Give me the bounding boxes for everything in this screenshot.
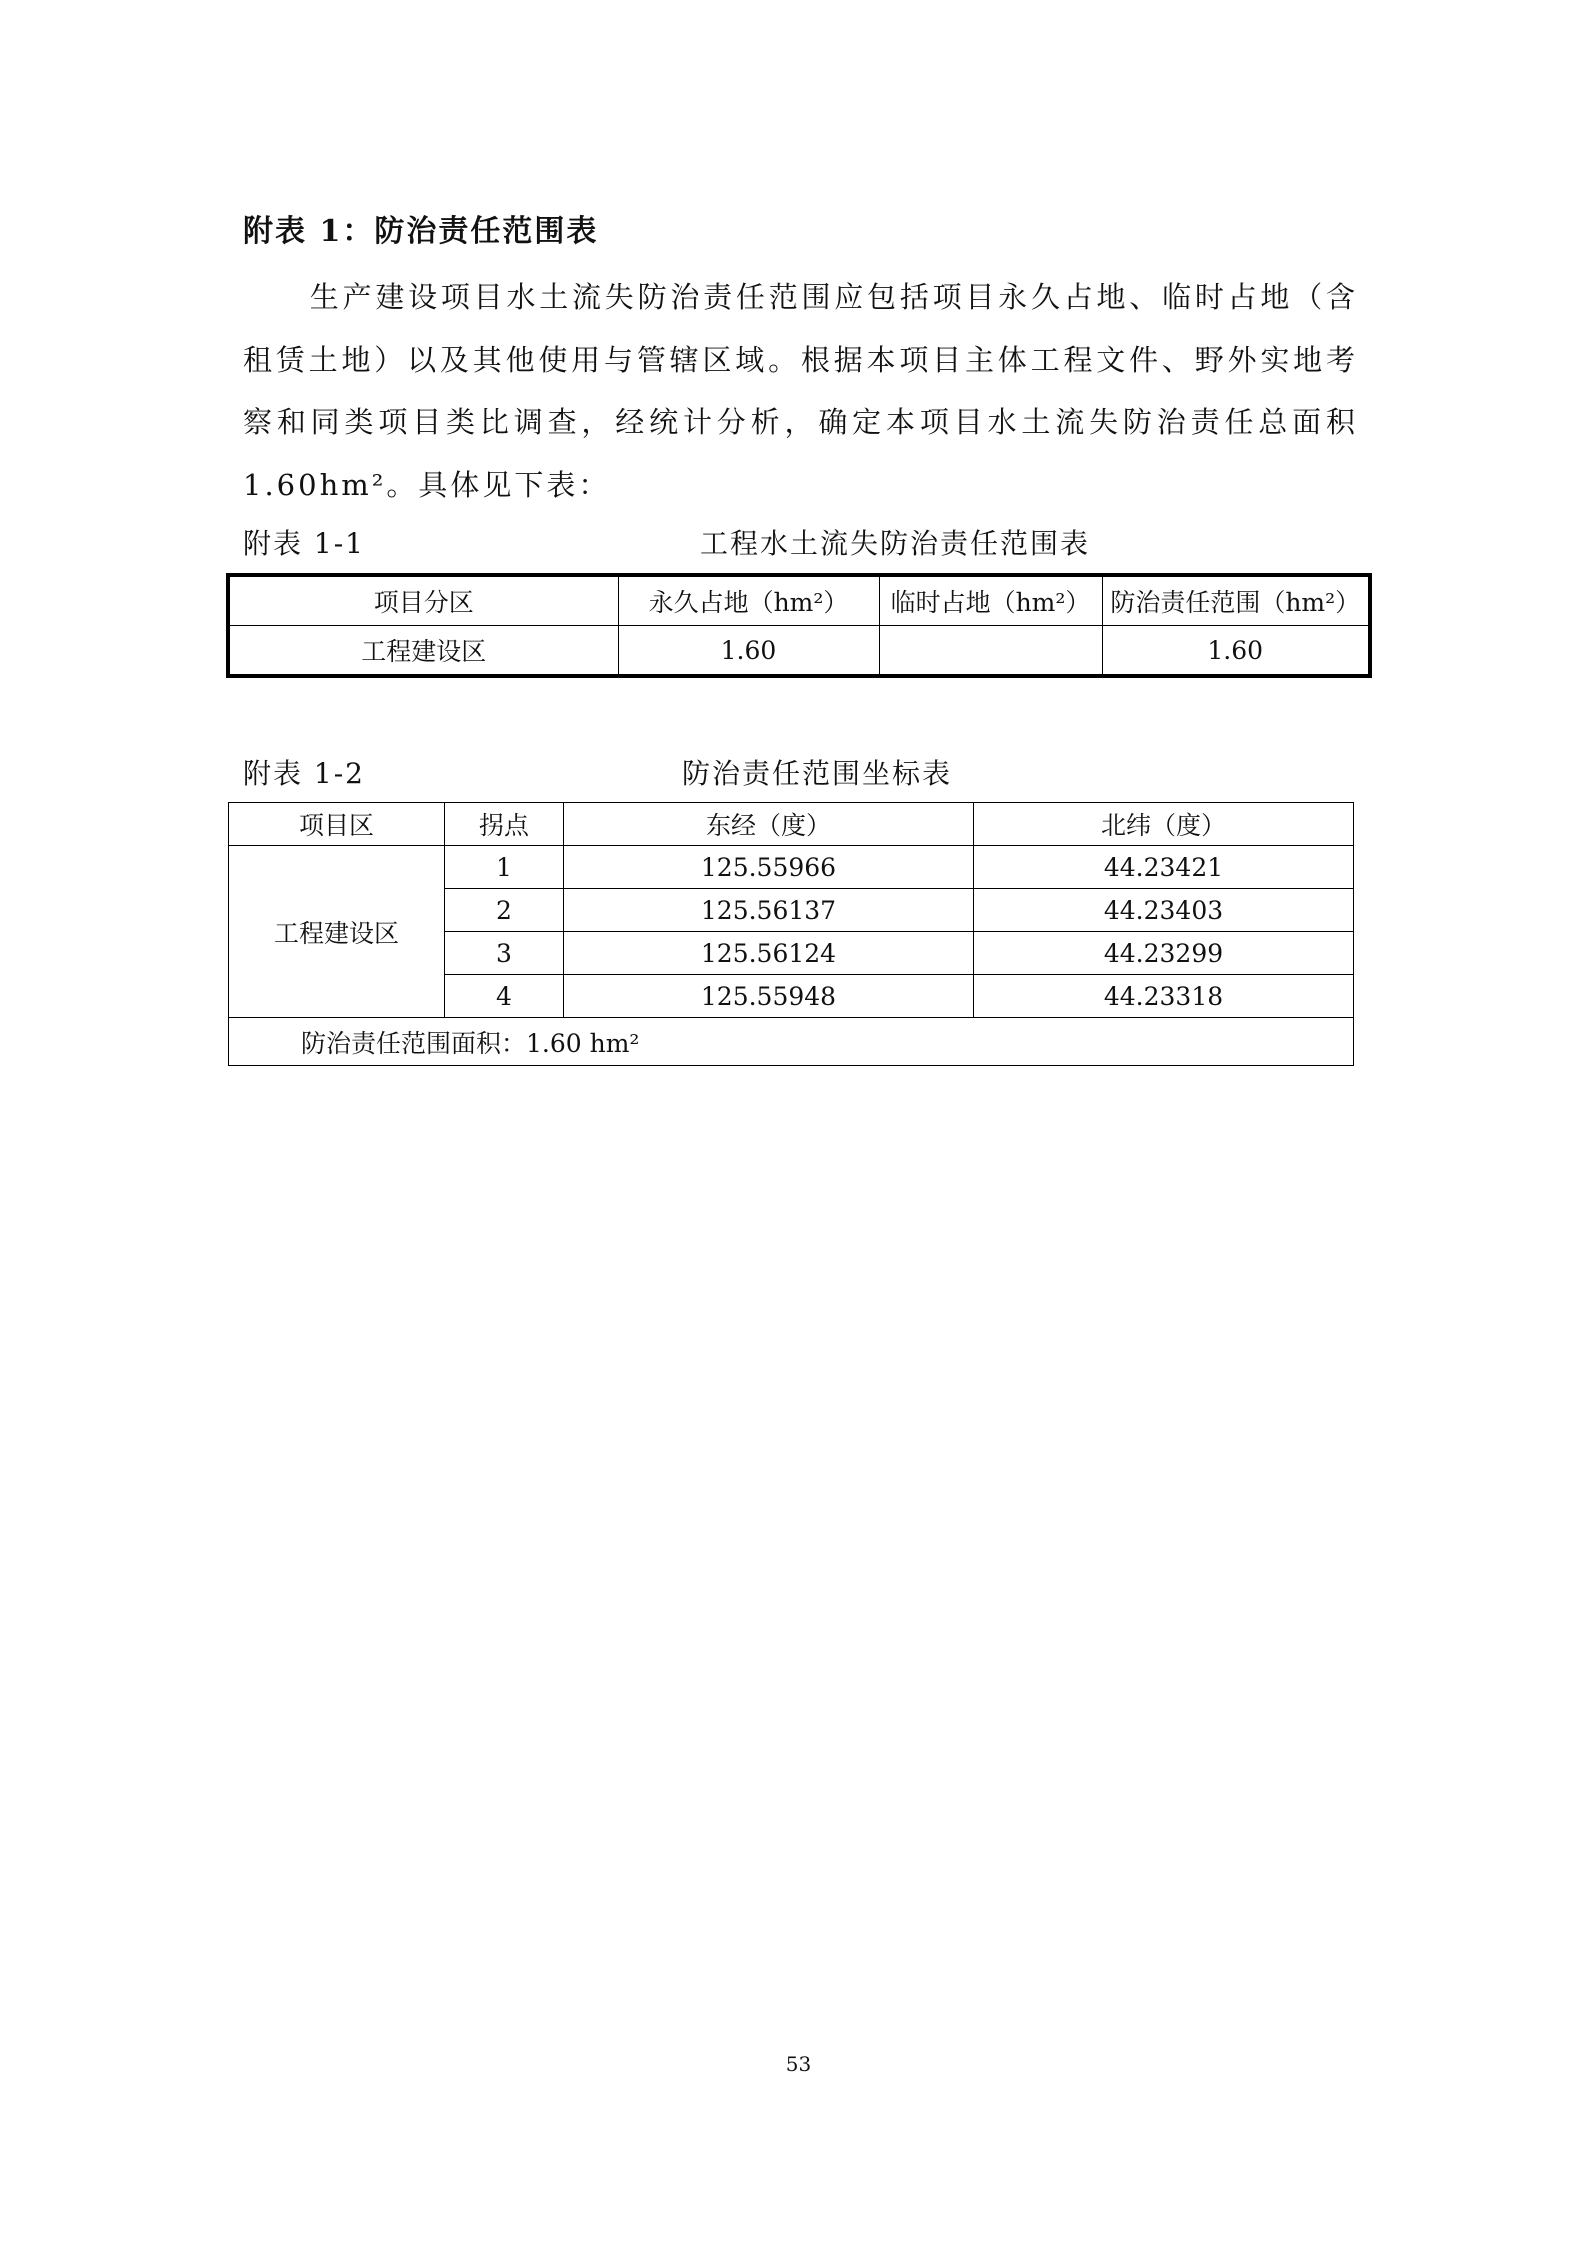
- table-header-row: [229, 803, 1354, 846]
- page-number: 53: [785, 2052, 812, 2076]
- longitude-cell: 125.55948: [564, 975, 974, 1018]
- table2-label: 附表 1-2: [243, 757, 365, 790]
- area-cell: 防治责任范围面积：1.60 hm²: [229, 1018, 1354, 1066]
- latitude-cell: 44.23318: [974, 975, 1354, 1018]
- point-cell: 3: [445, 932, 564, 975]
- header-cell: 项目区: [229, 803, 445, 846]
- header-cell: 项目分区: [228, 575, 618, 626]
- point-cell: 1: [445, 846, 564, 889]
- longitude-cell: 125.56137: [564, 889, 974, 932]
- coordinate-table: [228, 802, 1354, 1066]
- header-cell: 防治责任范围（hm²）: [1102, 575, 1370, 626]
- header-cell: 东经（度）: [564, 803, 974, 846]
- table1-title: 工程水土流失防治责任范围表: [700, 527, 1091, 560]
- paragraph-text: 生产建设项目水土流失防治责任范围应包括项目永久占地、临时占地（含租赁土地）以及其他使用与管辖区域。根据本项目主体工程文件、野外实地考察和同类项目类比调查，经统计分析，确定本项目水土流失防治责任总面积 1.60hm²。具体见下表：: [243, 280, 1358, 502]
- header-cell: 临时占地（hm²）: [879, 575, 1102, 626]
- latitude-cell: 44.23403: [974, 889, 1354, 932]
- table-header-row: [228, 575, 1370, 626]
- latitude-cell: 44.23421: [974, 846, 1354, 889]
- table1-label: 附表 1-1: [243, 527, 365, 560]
- table-cell: 1.60: [1102, 626, 1370, 677]
- table-row: [228, 626, 1370, 677]
- table-cell: 工程建设区: [228, 626, 618, 677]
- zone-cell: 工程建设区: [229, 846, 445, 1018]
- intro-paragraph: [243, 266, 1358, 516]
- point-cell: 4: [445, 975, 564, 1018]
- header-cell: 永久占地（hm²）: [618, 575, 879, 626]
- longitude-cell: 125.56124: [564, 932, 974, 975]
- table-cell: [879, 626, 1102, 677]
- latitude-cell: 44.23299: [974, 932, 1354, 975]
- header-cell: 拐点: [445, 803, 564, 846]
- section-heading: 附表 1：防治责任范围表: [243, 214, 599, 249]
- table2-title: 防治责任范围坐标表: [682, 757, 953, 790]
- table-row: [229, 846, 1354, 889]
- longitude-cell: 125.55966: [564, 846, 974, 889]
- header-cell: 北纬（度）: [974, 803, 1354, 846]
- area-row: [229, 1018, 1354, 1066]
- point-cell: 2: [445, 889, 564, 932]
- table-cell: 1.60: [618, 626, 879, 677]
- responsibility-scope-table: [226, 573, 1372, 678]
